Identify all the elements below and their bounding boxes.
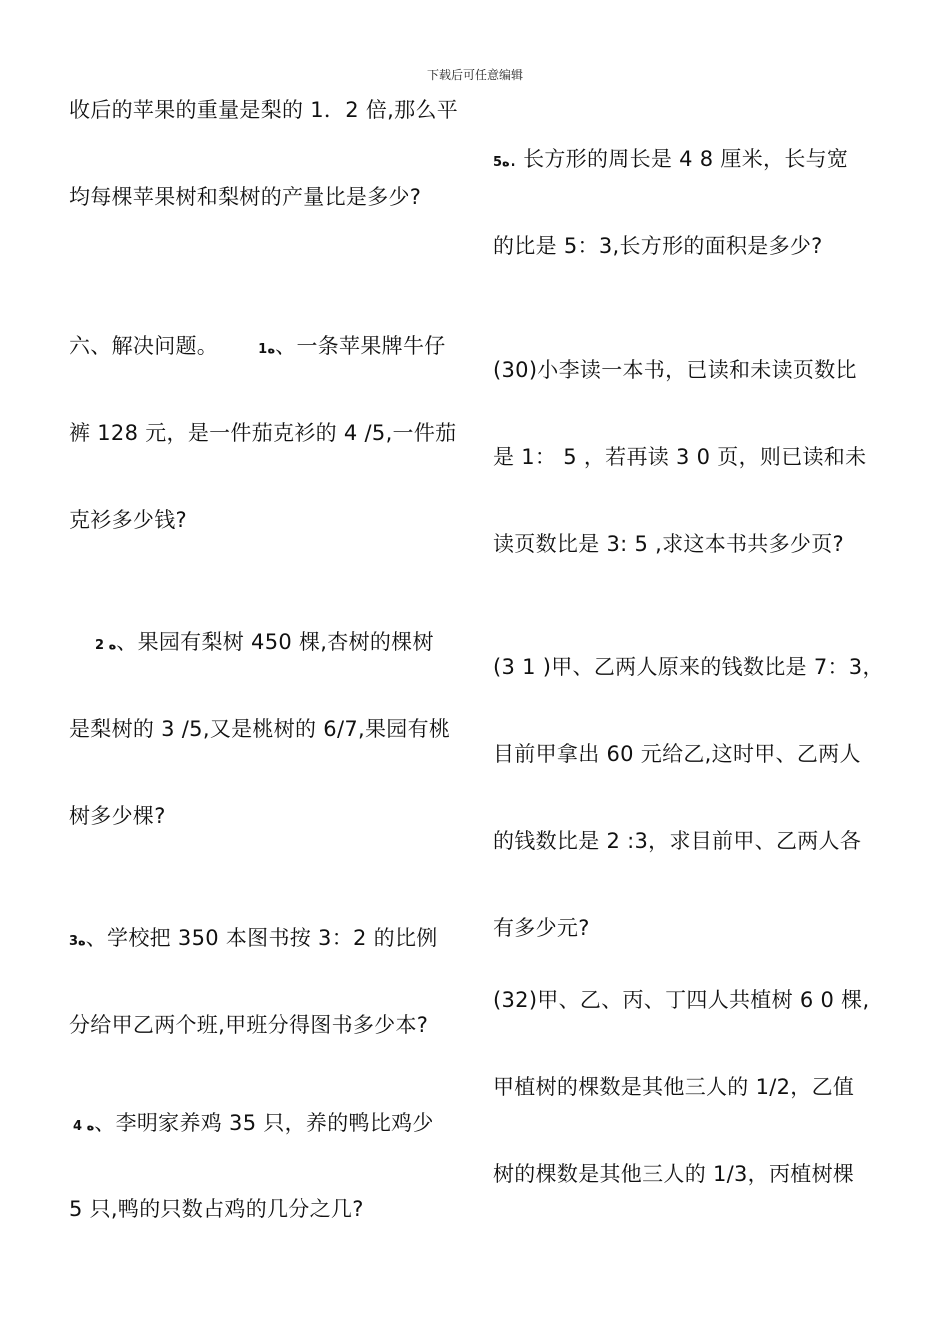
problem-text: 、李明家养鸡 35 只，养的鸭比鸡少 xyxy=(94,1111,434,1135)
problem-4-line xyxy=(69,1110,434,1140)
problem-5-line xyxy=(493,146,848,176)
problem-number: 5ه xyxy=(493,155,510,170)
text-line: 的钱数比是 2 :3，求目前甲、乙两人各 xyxy=(493,829,862,853)
text-line: 裤 128 元，是一件茄克衫的 4 /5,一件茄 xyxy=(69,421,457,445)
text-line: 读页数比是 3: 5 ,求这本书共多少页? xyxy=(493,532,844,556)
page-header: 下载后可任意编辑 xyxy=(426,68,523,82)
problem-30-line: (30)小李读一本书，已读和未读页数比 xyxy=(493,358,857,382)
problem-number: 3ه xyxy=(69,934,86,949)
problem-text: 、学校把 350 本图书按 3：2 的比例 xyxy=(85,926,438,950)
problem-number: 1ه xyxy=(258,342,276,357)
problem-number: 2 ه xyxy=(95,638,117,653)
text-line: 甲植树的棵数是其他三人的 1/2，乙值 xyxy=(493,1075,855,1099)
text-line: 分给甲乙两个班,甲班分得图书多少本? xyxy=(69,1013,429,1037)
text-line: 有多少元? xyxy=(493,916,590,940)
problem-31-line: (3 1 )甲、乙两人原来的钱数比是 7：3， xyxy=(493,655,884,679)
section-heading: 六、解决问题。 xyxy=(69,334,219,358)
text-line: 收后的苹果的重量是梨的 1．2 倍,那么平 xyxy=(69,98,459,122)
text-line: 均每棵苹果树和梨树的产量比是多少? xyxy=(69,185,422,209)
problem-text: 、一条苹果牌牛仔 xyxy=(275,334,446,358)
text-line: 的比是 5：3,长方形的面积是多少? xyxy=(493,234,823,258)
problem-3-line xyxy=(69,925,438,955)
problem-number: 4 ه xyxy=(73,1119,95,1134)
problem-1-line xyxy=(69,333,446,363)
text-line: 目前甲拿出 60 元给乙,这时甲、乙两人 xyxy=(493,742,861,766)
problem-text: 、果园有梨树 450 棵,杏树的棵树 xyxy=(116,630,434,654)
text-line: 树多少棵? xyxy=(69,804,166,828)
problem-text: . 长方形的周长是 4 8 厘米，长与宽 xyxy=(509,147,849,171)
problem-32-line: (32)甲、乙、丙、丁四人共植树 6 0 棵, xyxy=(493,988,870,1012)
text-line: 克衫多少钱? xyxy=(69,508,187,532)
text-line: 是梨树的 3 /5,又是桃树的 6/7,果园有桃 xyxy=(69,717,451,741)
text-line: 是 1： 5 ，若再读 3 0 页，则已读和未 xyxy=(493,445,867,469)
text-line: 5 只,鸭的只数占鸡的几分之几? xyxy=(69,1197,364,1221)
problem-2-line xyxy=(69,629,434,659)
text-line: 树的棵数是其他三人的 1/3，丙植树棵 xyxy=(493,1162,855,1186)
